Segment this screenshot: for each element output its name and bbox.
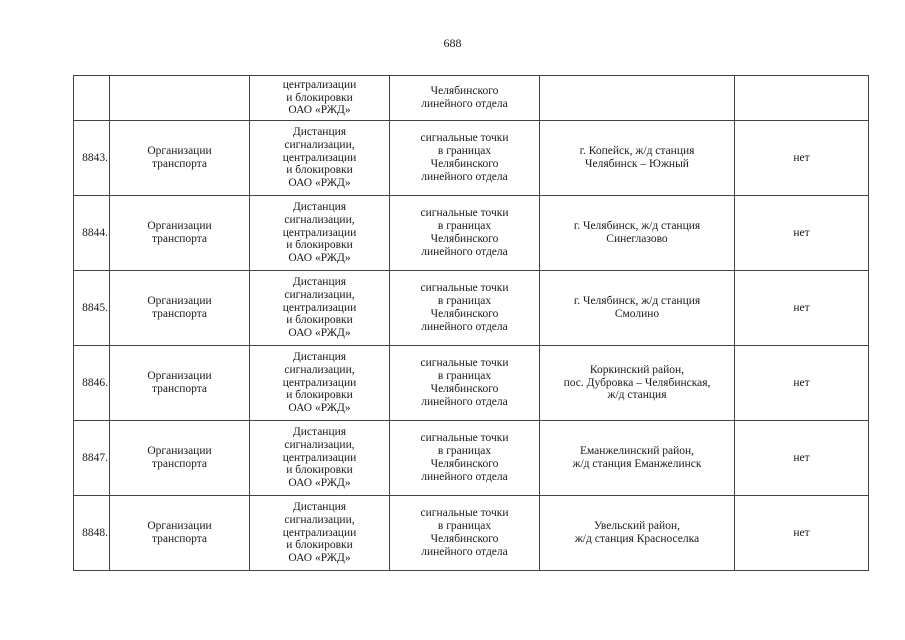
category-cell: Организации транспорта: [110, 496, 250, 571]
status-cell: нет: [735, 121, 869, 196]
organization-cell: Дистанция сигнализации, централизации и блокировки ОАО «РЖД»: [250, 196, 390, 271]
area-cell: сигнальные точки в границах Челябинского линейного отдела: [390, 271, 540, 346]
table-row: [74, 496, 869, 571]
registry-table: [73, 75, 869, 571]
organization-cell: централизации и блокировки ОАО «РЖД»: [250, 76, 390, 121]
row-number-cell: 8848.: [74, 496, 110, 571]
row-number-cell: 8843.: [74, 121, 110, 196]
category-cell: [110, 76, 250, 121]
table-row: [74, 421, 869, 496]
organization-cell: Дистанция сигнализации, централизации и блокировки ОАО «РЖД»: [250, 271, 390, 346]
row-number-cell: 8844.: [74, 196, 110, 271]
category-cell: Организации транспорта: [110, 196, 250, 271]
location-cell: г. Челябинск, ж/д станция Синеглазово: [540, 196, 735, 271]
status-cell: нет: [735, 421, 869, 496]
organization-cell: Дистанция сигнализации, централизации и блокировки ОАО «РЖД»: [250, 496, 390, 571]
location-cell: г. Челябинск, ж/д станция Смолино: [540, 271, 735, 346]
table-row-continued: [74, 76, 869, 121]
organization-cell: Дистанция сигнализации, централизации и блокировки ОАО «РЖД»: [250, 421, 390, 496]
category-cell: Организации транспорта: [110, 346, 250, 421]
area-cell: сигнальные точки в границах Челябинского линейного отдела: [390, 496, 540, 571]
location-cell: г. Копейск, ж/д станция Челябинск – Южный: [540, 121, 735, 196]
table-row: [74, 196, 869, 271]
organization-cell: Дистанция сигнализации, централизации и блокировки ОАО «РЖД»: [250, 121, 390, 196]
organization-cell: Дистанция сигнализации, централизации и блокировки ОАО «РЖД»: [250, 346, 390, 421]
status-cell: нет: [735, 346, 869, 421]
status-cell: [735, 76, 869, 121]
category-cell: Организации транспорта: [110, 421, 250, 496]
area-cell: сигнальные точки в границах Челябинского линейного отдела: [390, 346, 540, 421]
status-cell: нет: [735, 496, 869, 571]
row-number-cell: 8847.: [74, 421, 110, 496]
category-cell: Организации транспорта: [110, 271, 250, 346]
category-cell: Организации транспорта: [110, 121, 250, 196]
area-cell: Челябинского линейного отдела: [390, 76, 540, 121]
location-cell: Увельский район, ж/д станция Красноселка: [540, 496, 735, 571]
table-row: [74, 121, 869, 196]
row-number-cell: 8846.: [74, 346, 110, 421]
row-number-cell: 8845.: [74, 271, 110, 346]
location-cell: Еманжелинский район, ж/д станция Еманжелинск: [540, 421, 735, 496]
location-cell: Коркинский район, пос. Дубровка – Челябинская, ж/д станция: [540, 346, 735, 421]
area-cell: сигнальные точки в границах Челябинского линейного отдела: [390, 421, 540, 496]
row-number-cell: [74, 76, 110, 121]
page-number: 688: [443, 36, 462, 50]
status-cell: нет: [735, 196, 869, 271]
table-row: [74, 271, 869, 346]
area-cell: сигнальные точки в границах Челябинского линейного отдела: [390, 121, 540, 196]
status-cell: нет: [735, 271, 869, 346]
location-cell: [540, 76, 735, 121]
area-cell: сигнальные точки в границах Челябинского линейного отдела: [390, 196, 540, 271]
table-row: [74, 346, 869, 421]
